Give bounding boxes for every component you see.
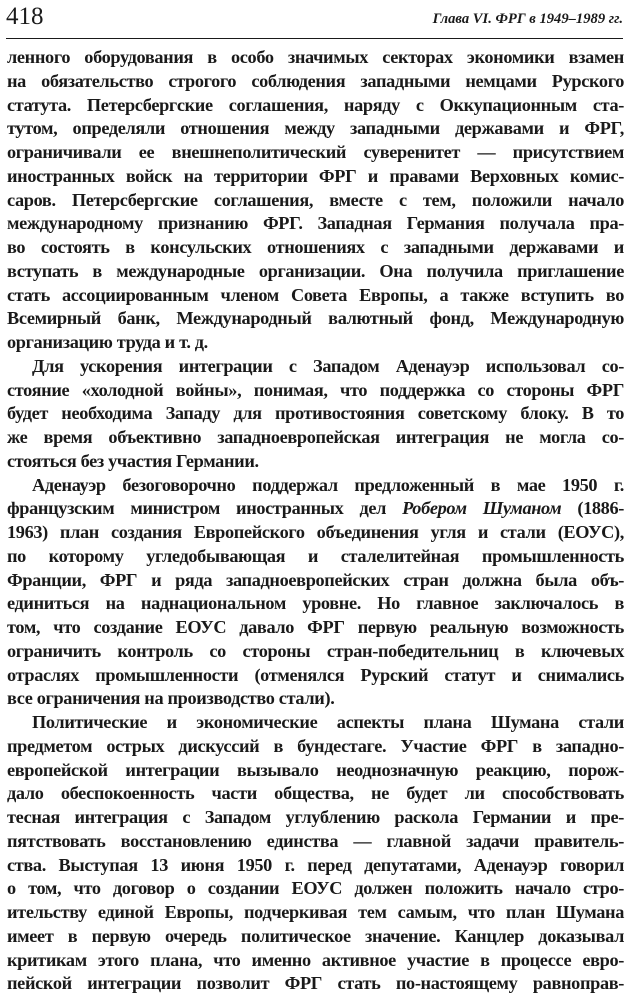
text-line: предметом острых дискуссий в бундестаге. Участие ФРГ в западно- (7, 735, 624, 756)
person-name-emphasis: Робером Шуманом (402, 498, 562, 519)
text-line: же время объективно западноевропейская интеграция не могла со- (7, 427, 624, 447)
text-line: единиться на наднациональном уровне. Но главное заключалось в (7, 593, 624, 614)
text-line: организацию труда и т. д. (7, 332, 208, 352)
text-body (7, 46, 624, 996)
text-line: ограничивали ее внешнеполитический суверенитет — присутствием (7, 142, 624, 162)
text-line: Аденауэр безоговорочно поддержал предложенный в мае 1950 г. (32, 474, 624, 495)
text-line: том, что создание ЕОУС давало ФРГ первую реальную возможность (7, 617, 624, 637)
text-line: стояние «холодной войны», понимая, что поддержка со стороны ФРГ (7, 379, 624, 400)
text-segment: французским министром иностранных дел (7, 498, 403, 519)
page-header (6, 0, 623, 39)
text-line: международному признанию ФРГ. Западная Германия получала пра- (7, 213, 624, 234)
text-line: все ограничения на производство стали). (7, 688, 335, 709)
text-line: 1963) план создания Европейского объединения угля и стали (ЕОУС), (7, 522, 624, 542)
text-line: критикам этого плана, что именно активное участие в процессе евро- (7, 949, 624, 970)
text-line: на обязательство строгого соблюдения западными немцами Рурского (7, 70, 624, 91)
text-line-with-emphasis (7, 497, 624, 521)
text-line: по которому угледобывающая и сталелитейная промышленность (7, 545, 624, 566)
text-line: европейской интеграции вызывало неоднозначную реакцию, порож- (7, 759, 624, 780)
text-line: ительству единой Европы, подчеркивая тем самым, что план Шумана (7, 902, 624, 922)
text-line: стать ассоциированным членом Совета Европы, а также вступить во (7, 284, 624, 305)
text-line: имеет в первую очередь политическое значение. Канцлер доказывал (7, 925, 624, 946)
text-line: статута. Петерсбергские соглашения, наряду с Оккупационным ста- (7, 94, 624, 115)
text-line: Для ускорения интеграции с Западом Аденауэр использовал со- (32, 355, 624, 376)
text-line: тесная интеграция с Западом углублению раскола Германии и пре- (7, 807, 624, 827)
text-line: во состоять в консульских отношениях с западными державами и (7, 237, 624, 257)
text-line: о том, что договор о создании ЕОУС должен положить начало стро- (7, 878, 624, 899)
page-number: 418 (6, 3, 44, 30)
text-line: стояться без участия Германии. (7, 450, 259, 471)
text-line: дало обеспокоенность части общества, не будет ли способствовать (7, 783, 624, 804)
text-line: Всемирный банк, Международный валютный фонд, Международную (7, 308, 624, 329)
text-line: ства. Выступая 13 июня 1950 г. перед депутатами, Аденауэр говорил (7, 854, 624, 875)
running-head: Глава VI. ФРГ в 1949–1989 гг. (432, 11, 623, 27)
text-line: будет необходима Западу для противостояния советскому блоку. В то (7, 403, 624, 424)
text-line: отраслях промышленности (отменялся Рурский статут и снимались (7, 664, 624, 685)
text-segment: (1886- (561, 498, 624, 519)
text-line: вступать в международные организации. Она получила приглашение (7, 260, 624, 281)
text-line: саров. Петерсбергские соглашения, вместе с тем, положили начало (7, 189, 624, 210)
text-line: пейской интеграции позволит ФРГ стать по-настоящему равноправ- (7, 973, 624, 994)
text-line: иностранных войск на территории ФРГ и правами Верховных комис- (7, 165, 624, 186)
text-line: тутом, определяли отношения между западными державами и ФРГ, (7, 118, 624, 139)
text-line: ограничить контроль со стороны стран-победительниц в ключевых (7, 640, 624, 661)
text-line: пятствовать восстановлению единства — главной задачи правитель- (7, 830, 624, 851)
text-line: Политические и экономические аспекты плана Шумана стали (32, 712, 624, 732)
text-line: ленного оборудования в особо значимых секторах экономики взамен (7, 47, 624, 67)
text-line: Франции, ФРГ и ряда западноевропейских стран должна была объ- (7, 569, 624, 590)
